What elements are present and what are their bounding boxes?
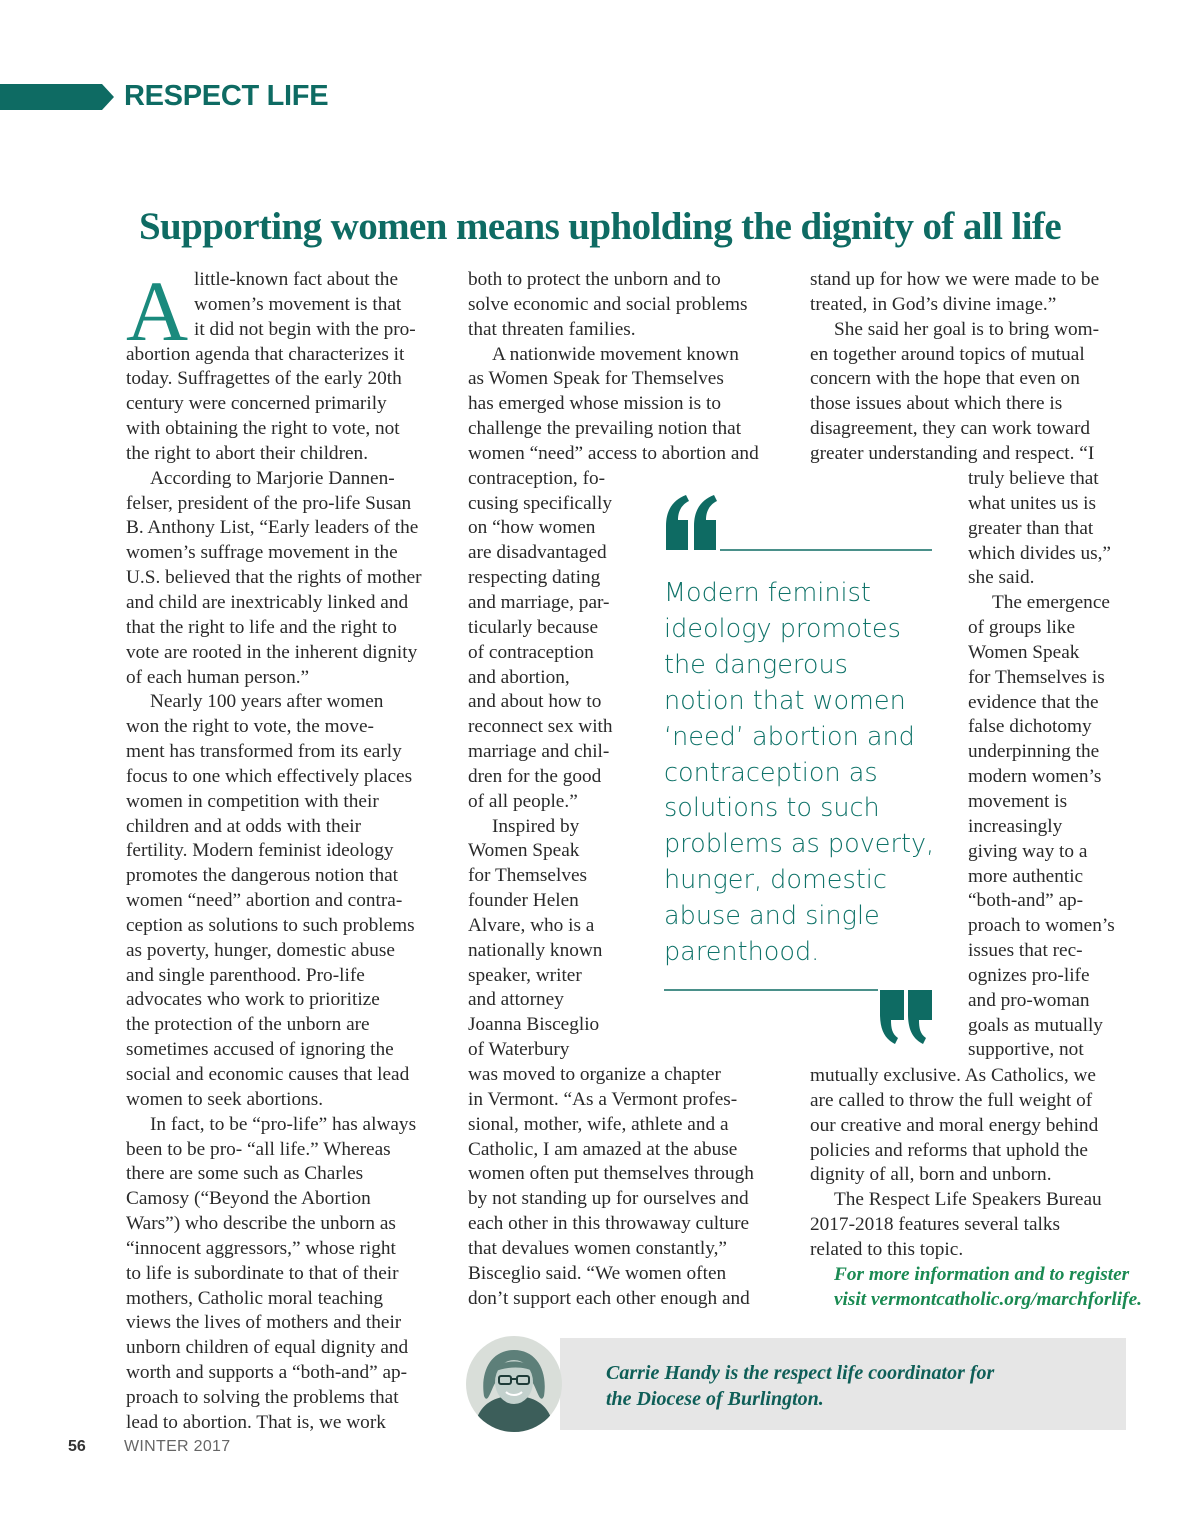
body-text-line: women’s movement is that	[194, 293, 402, 315]
pullquote-line: notion that women	[664, 685, 906, 716]
page-number: 56	[68, 1438, 86, 1455]
body-text-line: goals as mutually	[968, 1014, 1103, 1036]
body-text-line: ment has transformed from its early	[126, 741, 402, 763]
bio-line: Carrie Handy is the respect life coordinator for	[606, 1362, 995, 1384]
body-text-line: those issues about which there is	[810, 393, 1063, 415]
body-text-line: disagreement, they can work toward	[810, 418, 1091, 440]
body-text-line: women in competition with their	[126, 790, 379, 812]
pullquote-text	[664, 576, 934, 971]
body-text-line: en together around topics of mutual	[810, 343, 1085, 365]
body-text-line: each other in this throwaway culture	[468, 1213, 750, 1235]
more-info-line: For more information and to register	[834, 1264, 1130, 1285]
article-headline: Supporting women means upholding the dignity of all life	[138, 205, 1062, 248]
body-text-line: on “how women	[468, 517, 596, 539]
body-text-line: ognizes pro-life	[968, 964, 1090, 986]
body-text-line: Alvare, who is a	[468, 914, 595, 936]
body-text-line: marriage and chil-	[468, 741, 610, 763]
body-text-line: felser, president of the pro-life Susan	[126, 492, 412, 514]
body-text-line: related to this topic.	[810, 1238, 964, 1260]
body-text-line: underpinning the	[968, 741, 1100, 763]
issue-label: WINTER 2017	[124, 1438, 231, 1455]
body-text-line: social and economic causes that lead	[126, 1064, 410, 1085]
article-column-3-middle	[968, 467, 1130, 1063]
body-text-line: for Themselves	[468, 865, 588, 887]
body-text-line: Women Speak	[968, 641, 1080, 663]
body-text-line: been to be pro- “all life.” Whereas	[126, 1138, 391, 1160]
body-text-line: that threaten families.	[468, 318, 636, 340]
article-column-3-top	[810, 268, 1130, 467]
body-text-line: that the right to life and the right to	[126, 616, 397, 638]
pullquote-line: hunger, domestic	[664, 865, 887, 896]
body-text-line: Inspired by	[492, 815, 580, 837]
body-text-line: dren for the good	[468, 765, 602, 787]
body-text-line: are called to throw the full weight of	[810, 1089, 1093, 1111]
body-text-line: and abortion,	[468, 666, 570, 688]
body-text-line: the right to abort their children.	[126, 442, 369, 464]
body-text-line: In fact, to be “pro-life” has always	[150, 1113, 417, 1135]
pullquote-line: Modern feminist	[664, 578, 871, 608]
body-text-line: don’t support each other enough and	[468, 1287, 750, 1309]
body-text-line: false dichotomy	[968, 716, 1092, 738]
body-text-line: “innocent aggressors,” whose right	[126, 1237, 396, 1259]
drop-cap: A	[126, 263, 189, 359]
body-text-line: advocates who work to prioritize	[126, 989, 380, 1011]
body-text-line: Camosy (“Beyond the Abortion	[126, 1188, 371, 1210]
pullquote-line: ‘need’ abortion and	[664, 721, 915, 752]
body-text-line: with obtaining the right to vote, not	[126, 418, 400, 440]
body-text-line: and about how to	[468, 691, 602, 713]
pullquote-line: the dangerous	[664, 649, 848, 680]
body-text-line: women “need” access to abortion and	[468, 442, 759, 464]
body-text-line: mutually exclusive. As Catholics, we	[810, 1065, 1096, 1086]
pullquote-line: ideology promotes	[664, 613, 901, 644]
body-text-line: reconnect sex with	[468, 716, 613, 738]
bio-line: the Diocese of Burlington.	[606, 1388, 824, 1410]
body-text-line: respecting dating	[468, 567, 601, 589]
body-text-line: sional, mother, wife, athlete and a	[468, 1113, 729, 1135]
body-text-line: founder Helen	[468, 890, 579, 912]
body-text-line: nationally known	[468, 939, 603, 961]
pullquote-line: contraception as	[664, 757, 878, 788]
body-text-line: more authentic	[968, 865, 1084, 887]
body-text-line: contraception, fo-	[468, 467, 606, 489]
body-text-line: women to seek abortions.	[126, 1088, 324, 1110]
body-text-line: has emerged whose mission is to	[468, 393, 721, 415]
body-text-line: sometimes accused of ignoring the	[126, 1039, 394, 1061]
body-text-line: worth and supports a “both-and” ap-	[126, 1362, 408, 1384]
more-info-line: visit vermontcatholic.org/marchforlife.	[834, 1288, 1142, 1310]
body-text-line: cusing specifically	[468, 492, 613, 514]
body-text-line: solve economic and social problems	[468, 293, 748, 315]
body-text-line: stand up for how we were made to be	[810, 269, 1100, 290]
body-text-line: and single parenthood. Pro-life	[126, 964, 365, 986]
body-text-line: mothers, Catholic moral teaching	[126, 1287, 384, 1309]
body-text-line: women “need” abortion and contra-	[126, 890, 403, 912]
body-text-line: Catholic, I am amazed at the abuse	[468, 1138, 738, 1160]
body-text-line: truly believe that	[968, 468, 1099, 489]
pullquote-line: abuse and single	[664, 901, 880, 932]
body-text-line: movement is	[968, 790, 1068, 812]
body-text-line: to life is subordinate to that of their	[126, 1262, 399, 1284]
body-text-line: proach to solving the problems that	[126, 1386, 399, 1408]
body-text-line: ception as solutions to such problems	[126, 914, 415, 936]
body-text-line: won the right to vote, the move-	[126, 716, 374, 738]
body-text-line: policies and reforms that uphold the	[810, 1139, 1088, 1161]
body-text-line: challenge the prevailing notion that	[468, 418, 742, 440]
section-banner-arrow	[0, 84, 114, 110]
pullquote-line: solutions to such	[664, 793, 880, 824]
body-text-line: in Vermont. “As a Vermont profes-	[468, 1088, 738, 1110]
body-text-line: of Waterbury	[468, 1039, 570, 1061]
body-text-line: Nearly 100 years after women	[150, 691, 384, 713]
body-text-line: for Themselves is	[968, 666, 1105, 688]
body-text-line: greater than that	[968, 517, 1094, 539]
body-text-line: of each human person.”	[126, 666, 310, 688]
body-text-line: abortion agenda that characterizes it	[126, 343, 405, 365]
body-text-line: proach to women’s	[968, 915, 1115, 937]
body-text-line: what unites us is	[968, 492, 1097, 514]
body-text-line: women often put themselves through	[468, 1163, 754, 1185]
body-text-line: our creative and moral energy behind	[810, 1114, 1099, 1136]
body-text-line: Wars”) who describe the unborn as	[126, 1213, 396, 1235]
body-text-line: and pro-woman	[968, 989, 1090, 1011]
open-quote-icon	[666, 495, 717, 550]
body-text-line: and attorney	[468, 989, 564, 1011]
body-text-line: century were concerned primarily	[126, 393, 387, 415]
body-text-line: giving way to a	[968, 840, 1088, 862]
body-text-line: little-known fact about the	[194, 269, 398, 290]
body-text-line: “both-and” ap-	[968, 890, 1084, 912]
article-column-1	[126, 263, 446, 1436]
body-text-line: U.S. believed that the rights of mother	[126, 567, 422, 589]
body-text-line: by not standing up for ourselves and	[468, 1188, 749, 1210]
body-text-line: The emergence	[992, 592, 1110, 614]
body-text-line: modern women’s	[968, 766, 1102, 788]
author-bio-text	[606, 1360, 994, 1412]
body-text-line: greater understanding and respect. “I	[810, 442, 1095, 464]
body-text-line: focus to one which effectively places	[126, 765, 413, 787]
body-text-line: issues that rec-	[968, 940, 1083, 962]
body-text-line: Joanna Bisceglio	[468, 1014, 600, 1036]
body-text-line: B. Anthony List, “Early leaders of the	[126, 517, 419, 539]
author-avatar	[466, 1336, 562, 1432]
body-text-line: promotes the dangerous notion that	[126, 865, 399, 887]
body-text-line: it did not begin with the pro-	[194, 318, 416, 340]
body-text-line: as Women Speak for Themselves	[468, 368, 724, 390]
body-text-line: was moved to organize a chapter	[468, 1064, 721, 1085]
body-text-line: that devalues women constantly,”	[468, 1237, 727, 1259]
body-text-line: vote are rooted in the inherent dignity	[126, 641, 418, 663]
body-text-line: speaker, writer	[468, 964, 582, 986]
body-text-line: there are some such as Charles	[126, 1163, 364, 1185]
article-column-3-bottom	[810, 1064, 1130, 1263]
body-text-line: which divides us,”	[968, 542, 1111, 564]
body-text-line: She said her goal is to bring wom-	[834, 318, 1100, 340]
body-text-line: as poverty, hunger, domestic abuse	[126, 939, 395, 961]
body-text-line: both to protect the unborn and to	[468, 269, 721, 290]
body-text-line: children and at odds with their	[126, 815, 362, 837]
section-label: RESPECT LIFE	[124, 80, 329, 112]
pullquote-line: parenthood.	[664, 937, 820, 968]
body-text-line: fertility. Modern feminist ideology	[126, 840, 394, 862]
body-text-line: the protection of the unborn are	[126, 1014, 370, 1036]
body-text-line: evidence that the	[968, 691, 1099, 713]
body-text-line: she said.	[968, 567, 1035, 589]
body-text-line: 2017-2018 features several talks	[810, 1214, 1061, 1236]
body-text-line: increasingly	[968, 815, 1063, 837]
body-text-line: of all people.”	[468, 790, 578, 812]
body-text-line: supportive, not	[968, 1039, 1084, 1061]
body-text-line: today. Suffragettes of the early 20th	[126, 368, 402, 390]
body-text-line: A nationwide movement known	[492, 343, 739, 365]
pullquote-line: problems as poverty,	[664, 829, 935, 860]
body-text-line: According to Marjorie Dannen-	[150, 467, 395, 489]
body-text-line: Women Speak	[468, 840, 580, 862]
body-text-line: Bisceglio said. “We women often	[468, 1262, 727, 1284]
body-text-line: lead to abortion. That is, we work	[126, 1411, 386, 1433]
body-text-line: views the lives of mothers and their	[126, 1312, 402, 1334]
more-info-callout	[834, 1263, 1142, 1313]
body-text-line: of contraception	[468, 641, 594, 663]
body-text-line: are disadvantaged	[468, 542, 607, 564]
body-text-line: women’s suffrage movement in the	[126, 542, 398, 564]
body-text-line: The Respect Life Speakers Bureau	[834, 1189, 1102, 1211]
body-text-line: treated, in God’s divine image.”	[810, 293, 1057, 315]
close-quote-icon	[880, 990, 932, 1044]
body-text-line: ticularly because	[468, 616, 599, 638]
body-text-line: of groups like	[968, 617, 1076, 639]
body-text-line: and child are inextricably linked and	[126, 591, 409, 613]
body-text-line: unborn children of equal dignity and	[126, 1337, 409, 1359]
body-text-line: concern with the hope that even on	[810, 368, 1080, 390]
body-text-line: and marriage, par-	[468, 591, 610, 613]
body-text-line: dignity of all, born and unborn.	[810, 1164, 1052, 1186]
